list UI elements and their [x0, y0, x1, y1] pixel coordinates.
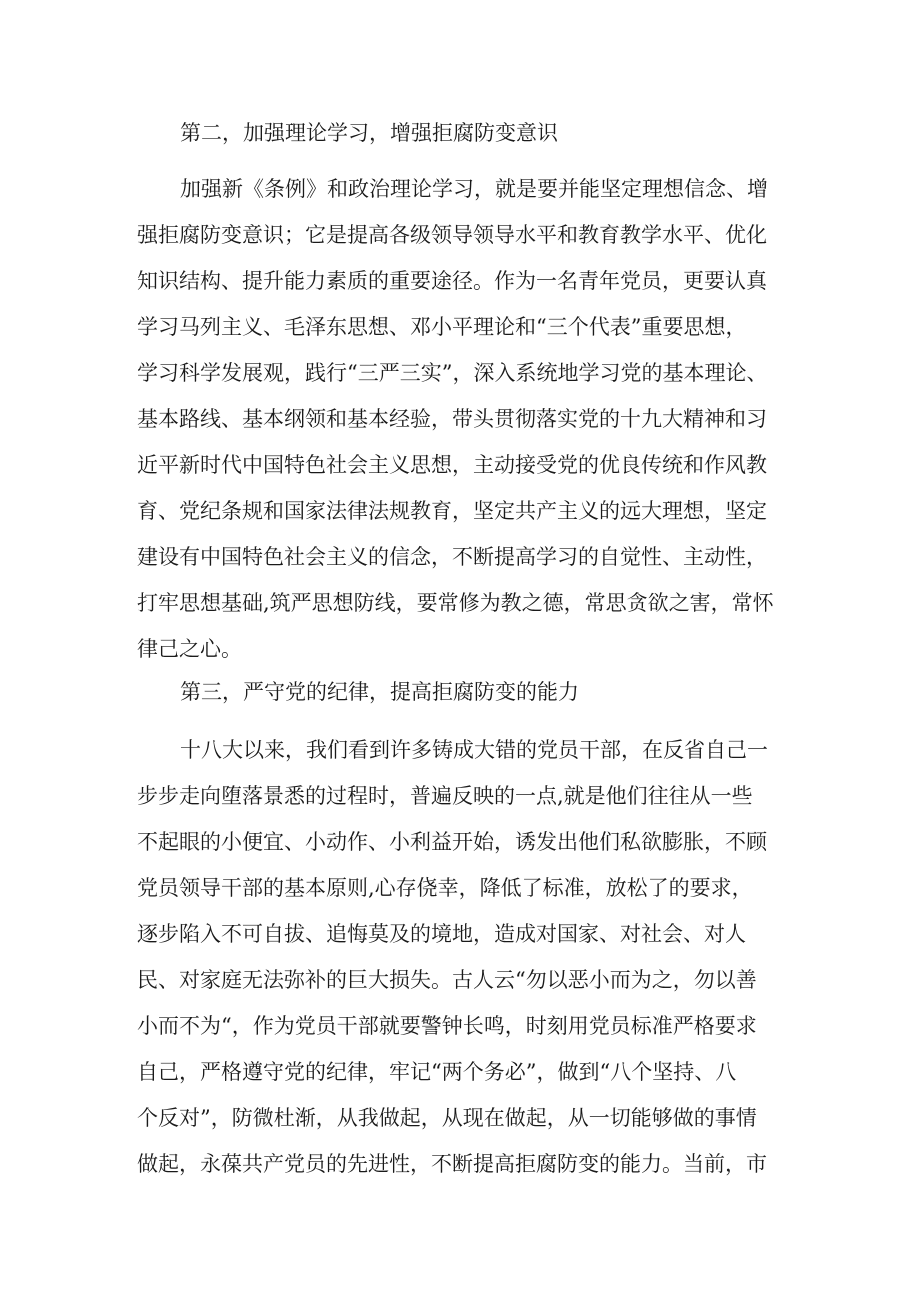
paragraph-line: 律己之心。 — [137, 637, 242, 661]
paragraph-line: 个反对”，防微杜渐，从我做起，从现在做起，从一切能够做的事情 — [137, 1106, 757, 1130]
paragraph-line: 党员领导干部的基本原则,心存侥幸，降低了标准，放松了的要求， — [137, 876, 753, 900]
paragraph-line: 打牢思想基础,筑严思想防线，要常修为教之德，常思贪欲之害，常怀 — [137, 591, 774, 615]
paragraph-line: 民、对家庭无法弥补的巨大损失。古人云“勿以恶小而为之，勿以善 — [137, 968, 757, 992]
paragraph-line: 强拒腐防变意识；它是提高各级领导领导水平和教育教学水平、优化 — [137, 223, 767, 247]
paragraph-line: 自己，严格遵守党的纪律，牢记“两个务必”，做到“八个坚持、八 — [137, 1060, 737, 1084]
paragraph-line: 不起眼的小便宜、小动作、小利益开始，诱发出他们私欲膨胀，不顾 — [137, 830, 767, 854]
paragraph-line: 小而不为“，作为党员干部就要警钟长鸣，时刻用党员标准严格要求 — [137, 1014, 757, 1038]
paragraph-line: 基本路线、基本纲领和基本经验，带头贯彻落实党的十九大精神和习 — [137, 407, 767, 431]
paragraph-line: 十八大以来，我们看到许多铸成大错的党员干部，在反省自己一 — [180, 738, 768, 762]
paragraph-line: 做起，永葆共产党员的先进性，不断提高拒腐防变的能力。当前，市 — [137, 1152, 767, 1176]
paragraph-line: 建设有中国特色社会主义的信念，不断提高学习的自觉性、主动性， — [137, 545, 767, 569]
paragraph-line: 学习马列主义、毛泽东思想、邓小平理论和“三个代表”重要思想， — [137, 315, 747, 339]
paragraph-line: 步步走向堕落景悉的过程时，普遍反映的一点,就是他们往往从一些 — [137, 784, 753, 808]
section-3-heading: 第三，严守党的纪律，提高拒腐防变的能力 — [180, 680, 579, 704]
paragraph-line: 逐步陷入不可自拔、追悔莫及的境地，造成对国家、对社会、对人 — [137, 922, 746, 946]
section-2-heading: 第二，加强理论学习，增强拒腐防变意识 — [180, 121, 558, 145]
paragraph-line: 育、党纪条规和国家法律法规教育，坚定共产主义的远大理想，坚定 — [137, 499, 767, 523]
section-2-body — [137, 166, 797, 672]
paragraph-line: 近平新时代中国特色社会主义思想，主动接受党的优良传统和作风教 — [137, 453, 767, 477]
paragraph-line: 学习科学发展观，践行“三严三实”，深入系统地学习党的基本理论、 — [137, 361, 768, 385]
paragraph-line: 知识结构、提升能力素质的重要途径。作为一名青年党员，更要认真 — [137, 269, 767, 293]
section-3-body — [137, 727, 797, 1187]
paragraph-line: 加强新《条例》和政治理论学习，就是要并能坚定理想信念、增 — [180, 177, 768, 201]
